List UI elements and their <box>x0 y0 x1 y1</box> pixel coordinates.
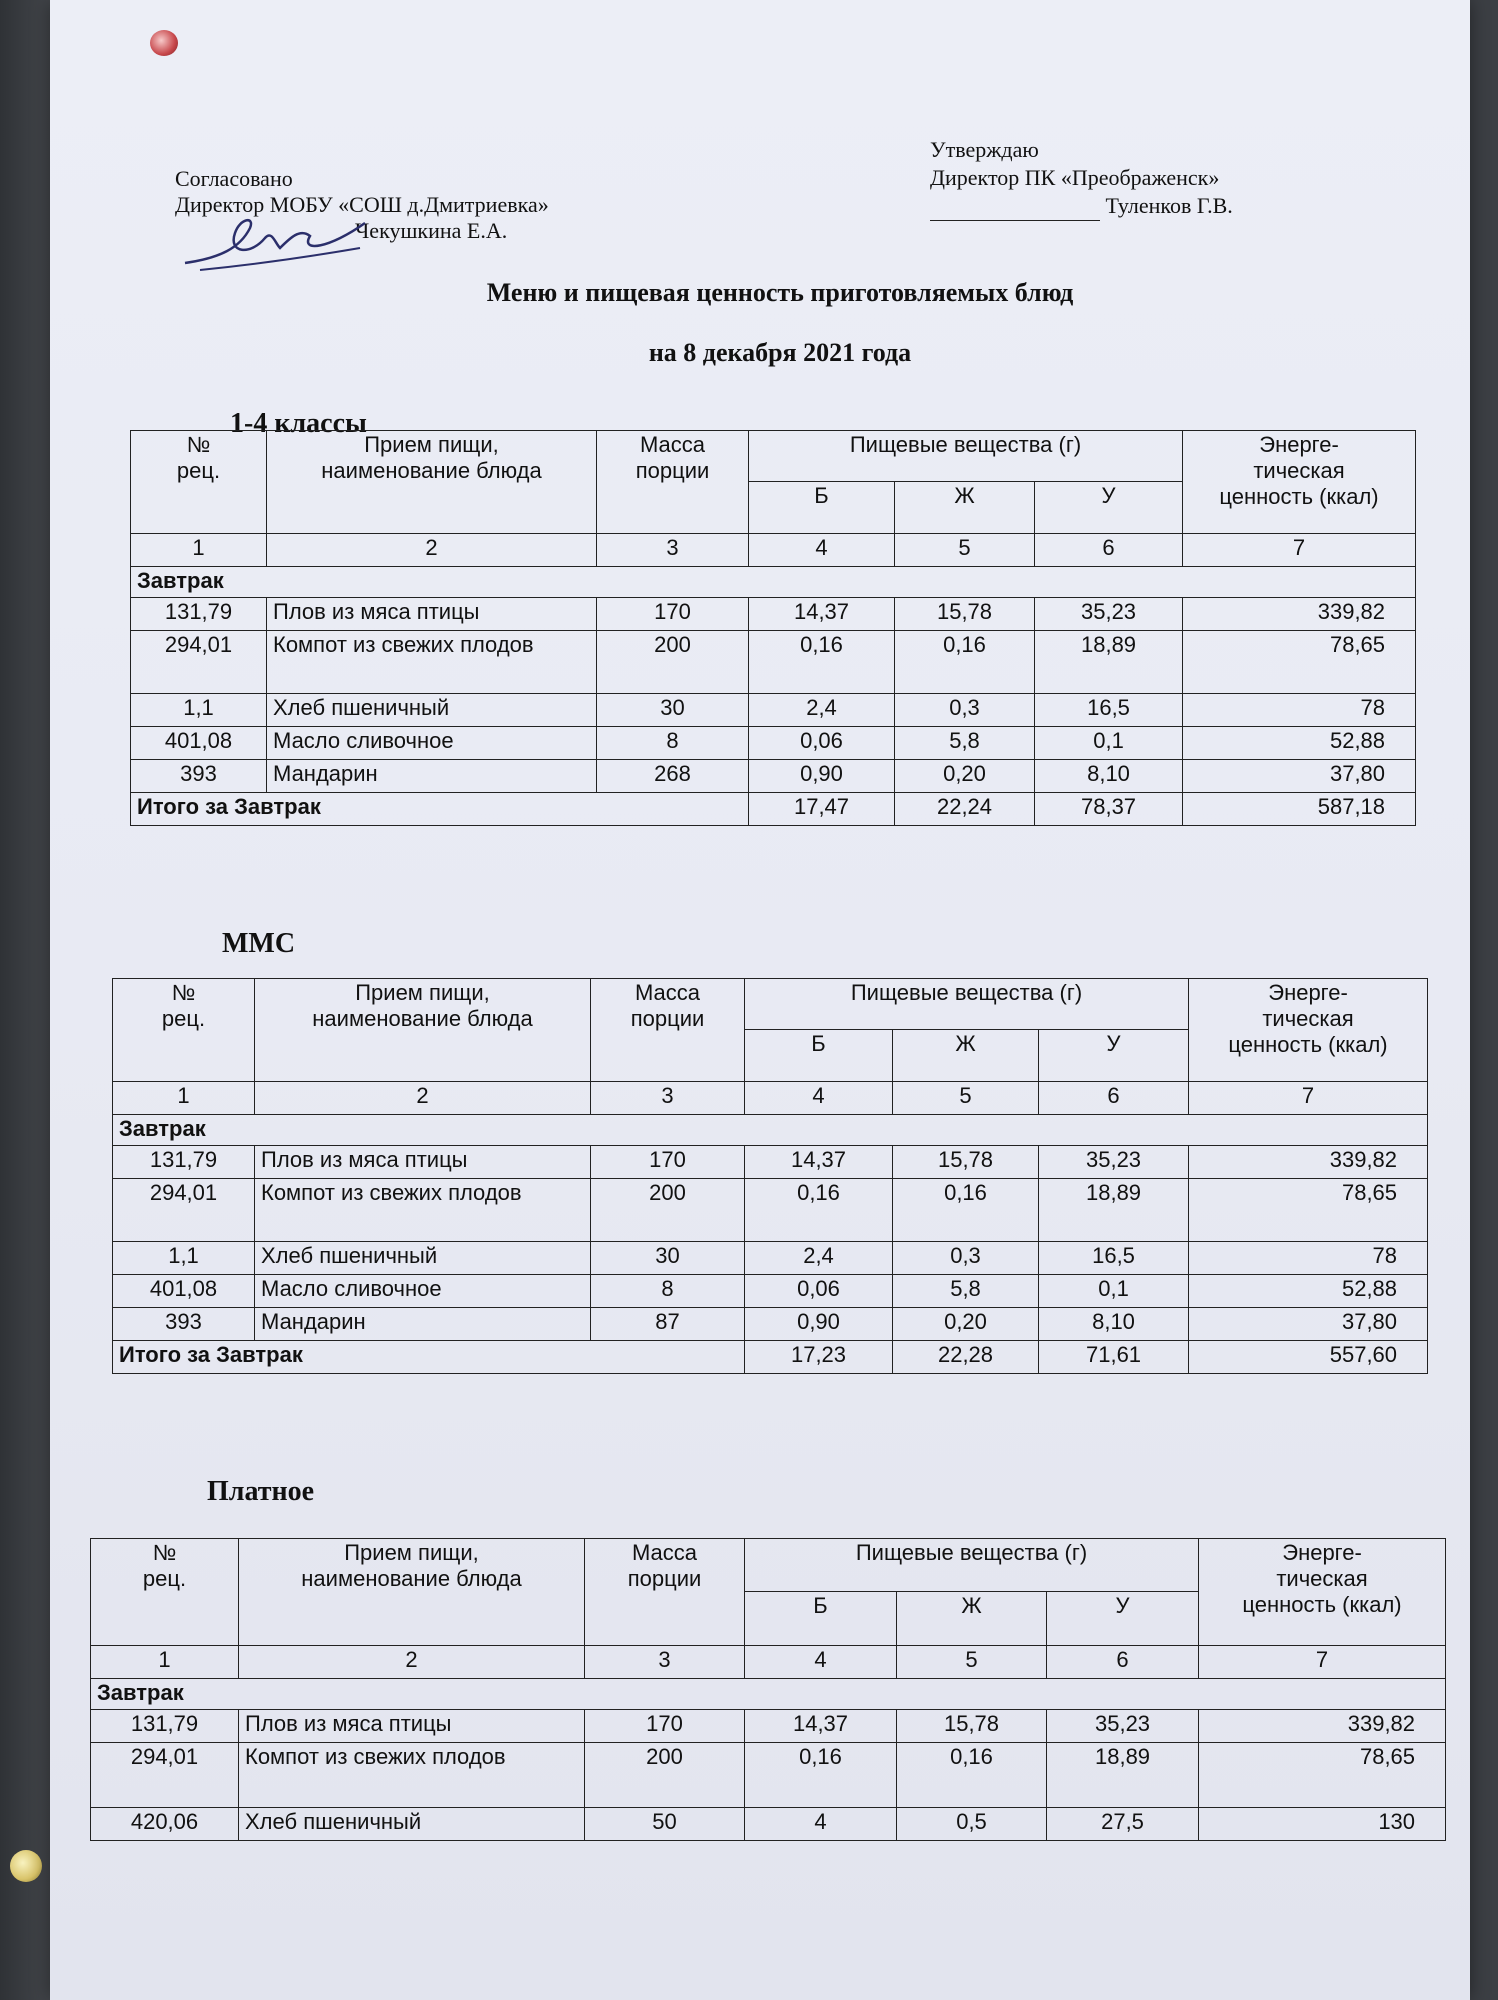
column-number: 1 <box>91 1646 239 1679</box>
meal-row <box>113 1115 1428 1146</box>
section-label: 1-4 классы <box>230 408 367 439</box>
header-portion-mass: Масса порции <box>585 1539 745 1646</box>
table-header-row <box>131 431 1416 482</box>
approval-signature-line <box>930 192 1100 221</box>
dish-name: Плов из мяса птицы <box>267 598 597 631</box>
portion-mass: 200 <box>585 1743 745 1808</box>
menu-table <box>130 430 1416 826</box>
recipe-number: 393 <box>131 760 267 793</box>
fat-value: 0,16 <box>895 631 1035 694</box>
table-row <box>113 1275 1428 1308</box>
approval-approved-position: Директор ПК «Преображенск» <box>930 165 1220 190</box>
header-fat: Ж <box>895 482 1035 534</box>
carbs-value: 8,10 <box>1039 1308 1189 1341</box>
header-fat: Ж <box>897 1592 1047 1646</box>
carbs-value: 0,1 <box>1035 727 1183 760</box>
recipe-number: 131,79 <box>131 598 267 631</box>
carbs-value: 35,23 <box>1035 598 1183 631</box>
protein-value: 0,90 <box>745 1308 893 1341</box>
fat-value: 0,20 <box>893 1308 1039 1341</box>
fat-value: 0,5 <box>897 1808 1047 1841</box>
dish-name: Плов из мяса птицы <box>239 1710 585 1743</box>
energy-value: 78 <box>1189 1242 1428 1275</box>
dish-name: Масло сливочное <box>255 1275 591 1308</box>
column-number: 2 <box>255 1082 591 1115</box>
recipe-number: 294,01 <box>91 1743 239 1808</box>
column-number: 7 <box>1189 1082 1428 1115</box>
column-number: 1 <box>113 1082 255 1115</box>
header-nutrients: Пищевые вещества (г) <box>749 431 1183 482</box>
fat-value: 0,20 <box>895 760 1035 793</box>
column-numbers-row <box>113 1082 1428 1115</box>
table-row <box>131 760 1416 793</box>
energy-value: 37,80 <box>1189 1308 1428 1341</box>
energy-value: 78 <box>1183 694 1416 727</box>
portion-mass: 268 <box>597 760 749 793</box>
portion-mass: 200 <box>591 1179 745 1242</box>
column-number: 7 <box>1183 534 1416 567</box>
column-number: 4 <box>749 534 895 567</box>
recipe-number: 131,79 <box>91 1710 239 1743</box>
header-nutrients: Пищевые вещества (г) <box>745 979 1189 1030</box>
column-number: 3 <box>597 534 749 567</box>
energy-value: 339,82 <box>1199 1710 1446 1743</box>
table-row <box>113 1179 1428 1242</box>
dish-name: Хлеб пшеничный <box>255 1242 591 1275</box>
recipe-number: 294,01 <box>113 1179 255 1242</box>
carbs-value: 18,89 <box>1035 631 1183 694</box>
red-pushpin-icon <box>150 30 178 56</box>
dish-name: Компот из свежих плодов <box>239 1743 585 1808</box>
column-number: 2 <box>239 1646 585 1679</box>
table-row <box>131 598 1416 631</box>
column-number: 1 <box>131 534 267 567</box>
total-carbs: 78,37 <box>1035 793 1183 826</box>
carbs-value: 35,23 <box>1039 1146 1189 1179</box>
portion-mass: 50 <box>585 1808 745 1841</box>
total-fat: 22,28 <box>893 1341 1039 1374</box>
section-label: ММС <box>222 928 296 959</box>
portion-mass: 8 <box>591 1275 745 1308</box>
column-number: 4 <box>745 1082 893 1115</box>
table-row <box>131 631 1416 694</box>
protein-value: 2,4 <box>745 1242 893 1275</box>
portion-mass: 170 <box>597 598 749 631</box>
column-number: 7 <box>1199 1646 1446 1679</box>
approval-approved-signer <box>930 192 1233 221</box>
meal-row <box>131 567 1416 598</box>
protein-value: 0,90 <box>749 760 895 793</box>
protein-value: 14,37 <box>745 1146 893 1179</box>
fat-value: 0,16 <box>893 1179 1039 1242</box>
column-numbers-row <box>131 534 1416 567</box>
protein-value: 14,37 <box>745 1710 897 1743</box>
table-row <box>113 1308 1428 1341</box>
fat-value: 15,78 <box>895 598 1035 631</box>
table-row <box>91 1710 1446 1743</box>
portion-mass: 30 <box>591 1242 745 1275</box>
header-energy: Энерге- тическая ценность (ккал) <box>1199 1539 1446 1646</box>
protein-value: 0,16 <box>745 1743 897 1808</box>
total-row <box>113 1341 1428 1374</box>
portion-mass: 8 <box>597 727 749 760</box>
header-energy: Энерге- тическая ценность (ккал) <box>1189 979 1428 1082</box>
approval-agreed-heading: Согласовано <box>175 166 293 191</box>
carbs-value: 27,5 <box>1047 1808 1199 1841</box>
column-number: 3 <box>591 1082 745 1115</box>
column-number: 5 <box>893 1082 1039 1115</box>
table-row <box>131 694 1416 727</box>
column-number: 5 <box>895 534 1035 567</box>
dish-name: Мандарин <box>267 760 597 793</box>
header-dish-name: Прием пищи, наименование блюда <box>267 431 597 534</box>
energy-value: 78,65 <box>1199 1743 1446 1808</box>
carbs-value: 18,89 <box>1039 1179 1189 1242</box>
total-energy: 587,18 <box>1183 793 1416 826</box>
approval-agreed-signer-name: Чекушкина Е.А. <box>355 218 508 243</box>
protein-value: 0,16 <box>745 1179 893 1242</box>
header-energy: Энерге- тическая ценность (ккал) <box>1183 431 1416 534</box>
carbs-value: 16,5 <box>1039 1242 1189 1275</box>
dish-name: Плов из мяса птицы <box>255 1146 591 1179</box>
header-nutrients: Пищевые вещества (г) <box>745 1539 1199 1592</box>
fat-value: 0,3 <box>893 1242 1039 1275</box>
column-number: 4 <box>745 1646 897 1679</box>
header-carbs: У <box>1047 1592 1199 1646</box>
column-number: 6 <box>1047 1646 1199 1679</box>
table-row <box>131 727 1416 760</box>
protein-value: 0,06 <box>745 1275 893 1308</box>
total-label: Итого за Завтрак <box>131 793 749 826</box>
menu-table <box>112 978 1428 1374</box>
energy-value: 130 <box>1199 1808 1446 1841</box>
dish-name: Хлеб пшеничный <box>267 694 597 727</box>
protein-value: 0,16 <box>749 631 895 694</box>
table-row <box>91 1743 1446 1808</box>
header-portion-mass: Масса порции <box>597 431 749 534</box>
total-protein: 17,47 <box>749 793 895 826</box>
carbs-value: 16,5 <box>1035 694 1183 727</box>
fat-value: 5,8 <box>895 727 1035 760</box>
header-protein: Б <box>745 1592 897 1646</box>
energy-value: 52,88 <box>1183 727 1416 760</box>
total-protein: 17,23 <box>745 1341 893 1374</box>
table-header-row <box>113 979 1428 1030</box>
dish-name: Хлеб пшеничный <box>239 1808 585 1841</box>
document-title: Меню и пищевая ценность приготовляемых блюд <box>486 278 1074 307</box>
table-row <box>91 1808 1446 1841</box>
column-number: 2 <box>267 534 597 567</box>
meal-name: Завтрак <box>113 1115 1428 1146</box>
recipe-number: 1,1 <box>113 1242 255 1275</box>
meal-name: Завтрак <box>131 567 1416 598</box>
approval-approved-signer-name: Туленков Г.В. <box>1105 193 1233 218</box>
header-protein: Б <box>745 1030 893 1082</box>
yellow-pushpin-icon <box>10 1850 42 1882</box>
total-energy: 557,60 <box>1189 1341 1428 1374</box>
energy-value: 37,80 <box>1183 760 1416 793</box>
total-row <box>131 793 1416 826</box>
portion-mass: 87 <box>591 1308 745 1341</box>
dish-name: Компот из свежих плодов <box>267 631 597 694</box>
document-date: на 8 декабря 2021 года <box>648 338 912 367</box>
dish-name: Масло сливочное <box>267 727 597 760</box>
recipe-number: 393 <box>113 1308 255 1341</box>
approval-agreed-position: Директор МОБУ «СОШ д.Дмитриевка» <box>175 192 549 217</box>
header-recipe-number: № рец. <box>131 431 267 534</box>
approval-approved-heading: Утверждаю <box>930 137 1039 162</box>
handwritten-signature-icon <box>180 208 370 278</box>
carbs-value: 0,1 <box>1039 1275 1189 1308</box>
column-number: 6 <box>1035 534 1183 567</box>
energy-value: 339,82 <box>1189 1146 1428 1179</box>
approval-approved-block <box>930 136 1233 221</box>
energy-value: 52,88 <box>1189 1275 1428 1308</box>
recipe-number: 401,08 <box>113 1275 255 1308</box>
recipe-number: 420,06 <box>91 1808 239 1841</box>
column-number: 6 <box>1039 1082 1189 1115</box>
column-number: 5 <box>897 1646 1047 1679</box>
dish-name: Мандарин <box>255 1308 591 1341</box>
carbs-value: 35,23 <box>1047 1710 1199 1743</box>
energy-value: 339,82 <box>1183 598 1416 631</box>
protein-value: 14,37 <box>749 598 895 631</box>
header-carbs: У <box>1039 1030 1189 1082</box>
fat-value: 0,16 <box>897 1743 1047 1808</box>
header-carbs: У <box>1035 482 1183 534</box>
recipe-number: 294,01 <box>131 631 267 694</box>
table-header-row <box>91 1539 1446 1592</box>
total-label: Итого за Завтрак <box>113 1341 745 1374</box>
energy-value: 78,65 <box>1183 631 1416 694</box>
menu-table <box>90 1538 1446 1841</box>
protein-value: 4 <box>745 1808 897 1841</box>
protein-value: 0,06 <box>749 727 895 760</box>
header-portion-mass: Масса порции <box>591 979 745 1082</box>
carbs-value: 18,89 <box>1047 1743 1199 1808</box>
header-protein: Б <box>749 482 895 534</box>
table-row <box>113 1146 1428 1179</box>
carbs-value: 8,10 <box>1035 760 1183 793</box>
portion-mass: 170 <box>585 1710 745 1743</box>
section-label: Платное <box>207 1476 315 1507</box>
meal-name: Завтрак <box>91 1679 1446 1710</box>
header-fat: Ж <box>893 1030 1039 1082</box>
meal-row <box>91 1679 1446 1710</box>
protein-value: 2,4 <box>749 694 895 727</box>
recipe-number: 401,08 <box>131 727 267 760</box>
recipe-number: 1,1 <box>131 694 267 727</box>
energy-value: 78,65 <box>1189 1179 1428 1242</box>
header-recipe-number: № рец. <box>91 1539 239 1646</box>
column-numbers-row <box>91 1646 1446 1679</box>
column-number: 3 <box>585 1646 745 1679</box>
fat-value: 15,78 <box>897 1710 1047 1743</box>
header-recipe-number: № рец. <box>113 979 255 1082</box>
header-dish-name: Прием пищи, наименование блюда <box>255 979 591 1082</box>
total-carbs: 71,61 <box>1039 1341 1189 1374</box>
fat-value: 5,8 <box>893 1275 1039 1308</box>
total-fat: 22,24 <box>895 793 1035 826</box>
recipe-number: 131,79 <box>113 1146 255 1179</box>
fat-value: 15,78 <box>893 1146 1039 1179</box>
portion-mass: 30 <box>597 694 749 727</box>
portion-mass: 200 <box>597 631 749 694</box>
fat-value: 0,3 <box>895 694 1035 727</box>
table-row <box>113 1242 1428 1275</box>
portion-mass: 170 <box>591 1146 745 1179</box>
header-dish-name: Прием пищи, наименование блюда <box>239 1539 585 1646</box>
dish-name: Компот из свежих плодов <box>255 1179 591 1242</box>
